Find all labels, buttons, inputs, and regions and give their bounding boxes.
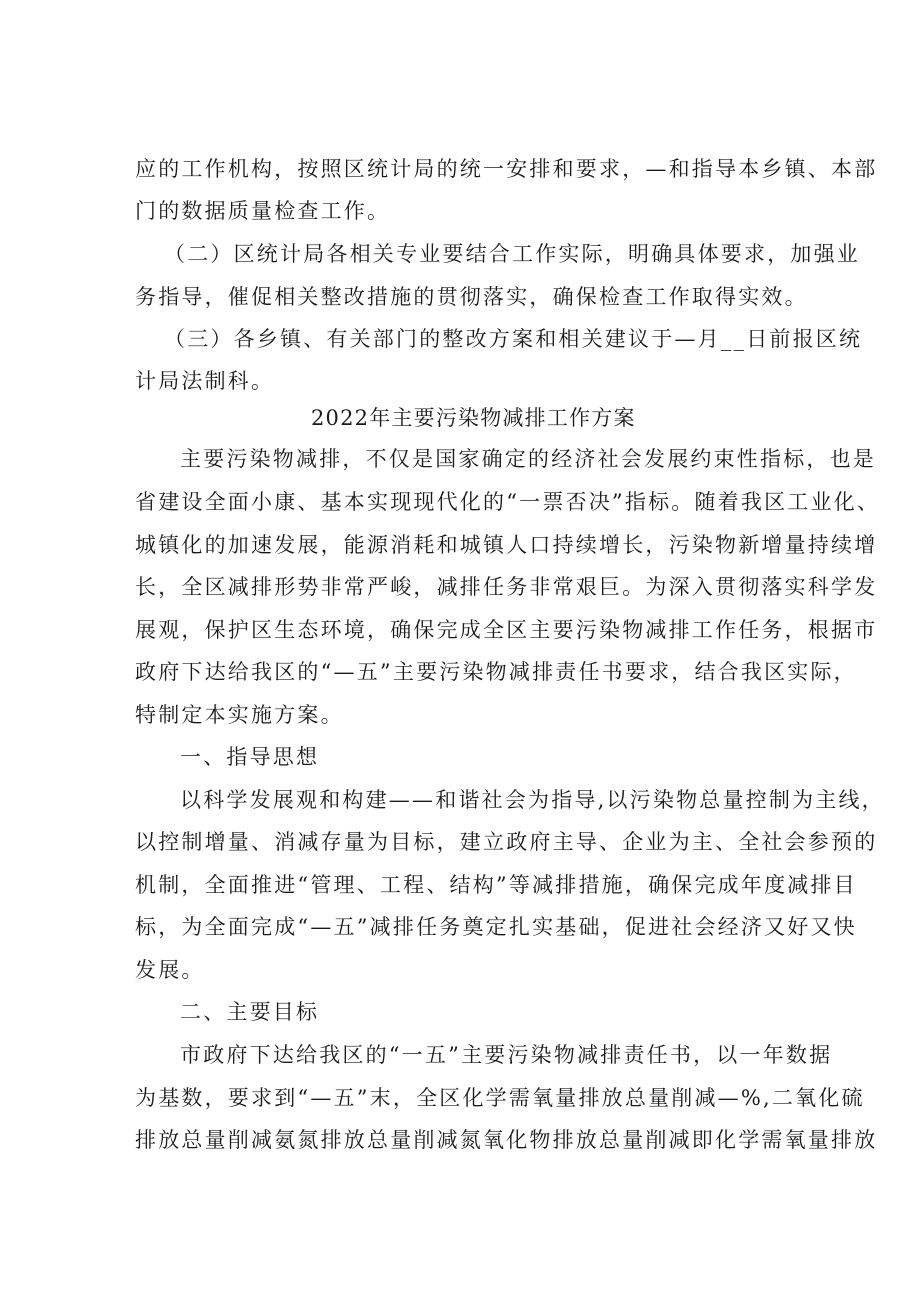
body-line: 以控制增量、消减存量为目标，建立政府主导、企业为主、全社会参预的 bbox=[135, 830, 878, 854]
body-line: 标，为全面完成“—五”减排任务奠定扎实基础，促进社会经济又好又快 bbox=[135, 915, 857, 939]
body-line: 长，全区减排形势非常严峻，减排任务非常艰巨。为深入贯彻落实科学发 bbox=[135, 575, 878, 599]
body-line: 门的数据质量检查工作。 bbox=[135, 199, 391, 223]
body-line: （三）各乡镇、有关部门的整改方案和相关建议于—月__日前报区统 bbox=[164, 327, 863, 351]
section-heading: 一、指导思想 bbox=[180, 745, 320, 769]
section-heading: 二、主要目标 bbox=[180, 1000, 320, 1024]
body-line: 展观，保护区生态环境，确保完成全区主要污染物减排工作任务，根据市 bbox=[135, 618, 878, 642]
body-line: 为基数，要求到“—五”末，全区化学需氧量排放总量削减—%,二氧化硫 bbox=[135, 1086, 865, 1110]
section-title: 2022年主要污染物减排工作方案 bbox=[311, 406, 636, 430]
body-line: 省建设全面小康、基本实现现代化的“一票否决”指标。随着我区工业化、 bbox=[135, 490, 881, 514]
body-line: 特制定本实施方案。 bbox=[135, 703, 344, 727]
body-line: 机制，全面推进“管理、工程、结构”等减排措施，确保完成年度减排目 bbox=[135, 873, 857, 897]
body-line: 政府下达给我区的“—五”主要污染物减排责任书要求，结合我区实际， bbox=[135, 660, 857, 684]
body-line: 务指导，催促相关整改措施的贯彻落实，确保检查工作取得实效。 bbox=[135, 285, 808, 309]
body-line: 以科学发展观和构建——和谐社会为指导,以污染物总量控制为主线， bbox=[180, 788, 885, 812]
body-line: 计局法制科。 bbox=[135, 369, 275, 393]
body-line: 城镇化的加速发展，能源消耗和城镇人口持续增长，污染物新增量持续增 bbox=[135, 533, 878, 557]
body-line: （二）区统计局各相关专业要结合工作实际，明确具体要求，加强业 bbox=[164, 242, 860, 266]
body-line: 排放总量削减氨氮排放总量削减氮氧化物排放总量削减即化学需氧量排放 bbox=[135, 1128, 878, 1152]
body-line: 市政府下达给我区的“一五”主要污染物减排责任书，以一年数据 bbox=[180, 1043, 833, 1067]
body-line: 发展。 bbox=[135, 958, 205, 982]
body-line: 主要污染物减排，不仅是国家确定的经济社会发展约束性指标，也是 bbox=[180, 447, 876, 471]
body-line: 应的工作机构，按照区统计局的统一安排和要求，—和指导本乡镇、本部 bbox=[135, 157, 878, 181]
